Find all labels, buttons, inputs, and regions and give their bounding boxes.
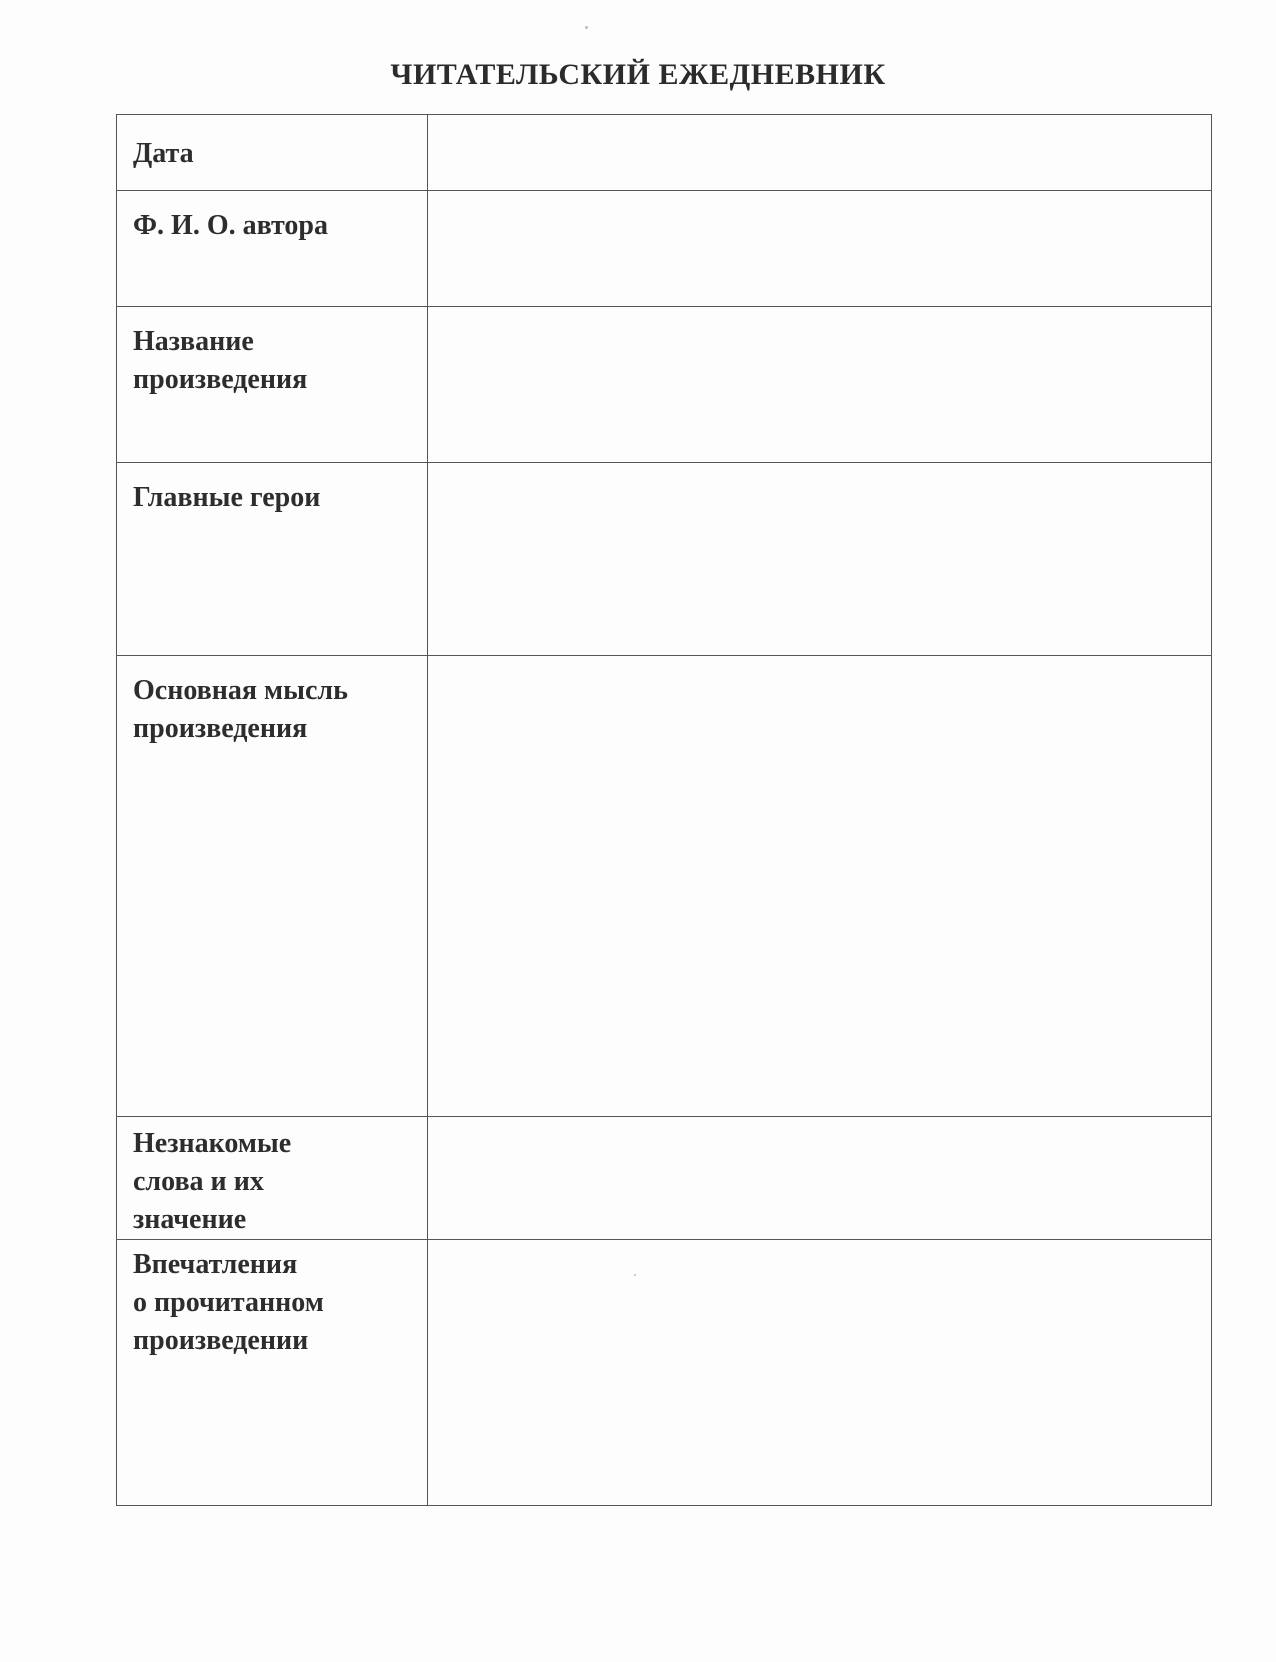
table-row-work-title bbox=[117, 307, 1212, 463]
table-row-impressions bbox=[117, 1240, 1212, 1506]
scan-speck bbox=[585, 26, 588, 29]
row-value-author[interactable] bbox=[428, 191, 1212, 307]
table-row-author bbox=[117, 191, 1212, 307]
row-value-main-characters[interactable] bbox=[428, 463, 1212, 656]
row-value-work-title[interactable] bbox=[428, 307, 1212, 463]
reading-diary-table bbox=[116, 114, 1212, 1506]
table-row-unknown-words bbox=[117, 1117, 1212, 1240]
scan-speck bbox=[634, 1274, 636, 1276]
row-label-main-characters: Главные герои bbox=[117, 463, 428, 656]
table-row-date bbox=[117, 115, 1212, 191]
row-label-main-idea: Основная мысль произведения bbox=[117, 656, 428, 1117]
row-value-main-idea[interactable] bbox=[428, 656, 1212, 1117]
table-row-main-idea bbox=[117, 656, 1212, 1117]
row-label-date: Дата bbox=[117, 115, 428, 191]
row-label-work-title: Название произведения bbox=[117, 307, 428, 463]
row-label-impressions: Впечатления о прочитанном произведении bbox=[117, 1240, 428, 1506]
page-title: ЧИТАТЕЛЬСКИЙ ЕЖЕДНЕВНИК bbox=[390, 58, 886, 91]
row-label-author: Ф. И. О. автора bbox=[117, 191, 428, 307]
table-row-main-characters bbox=[117, 463, 1212, 656]
row-value-impressions[interactable] bbox=[428, 1240, 1212, 1506]
row-value-unknown-words[interactable] bbox=[428, 1117, 1212, 1240]
row-value-date[interactable] bbox=[428, 115, 1212, 191]
row-label-unknown-words: Незнакомые слова и их значение bbox=[117, 1117, 428, 1240]
